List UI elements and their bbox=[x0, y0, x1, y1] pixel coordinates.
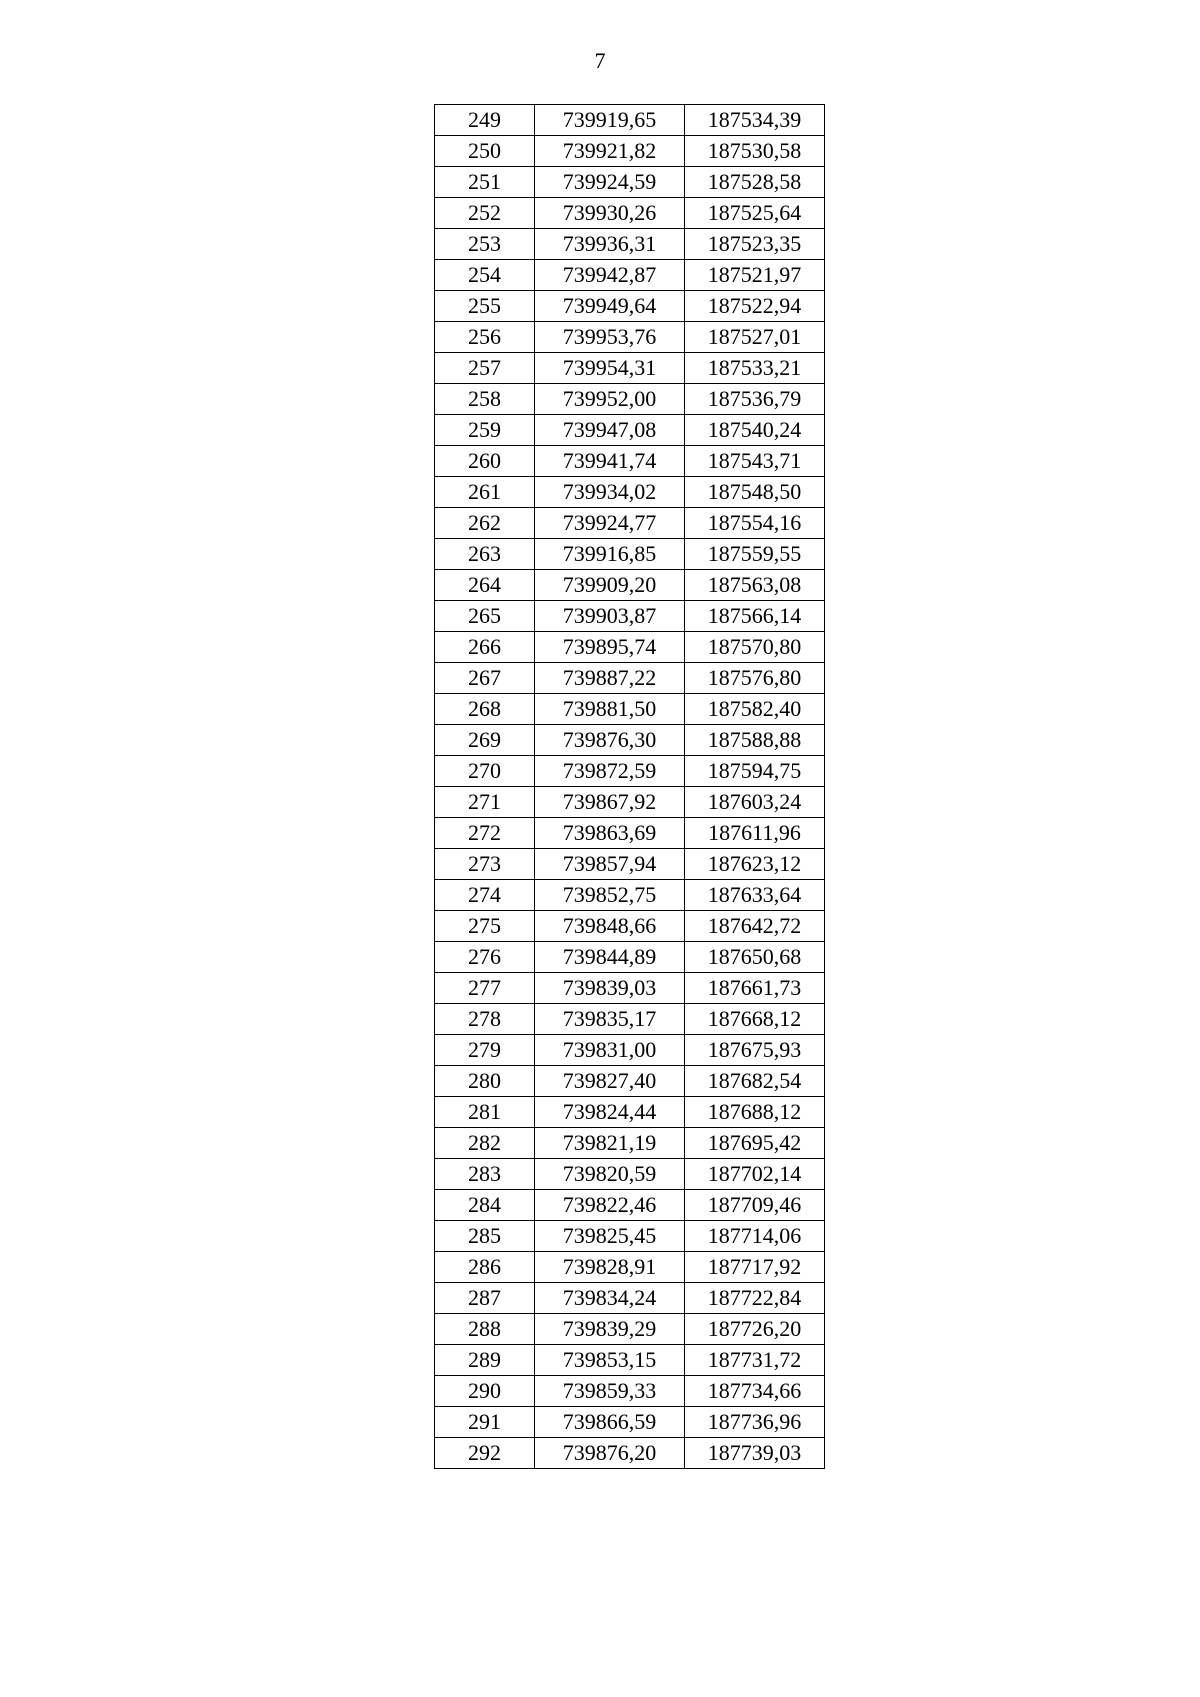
table-row bbox=[435, 911, 825, 942]
y-coordinate-cell: 187650,68 bbox=[685, 942, 825, 973]
point-number-cell: 266 bbox=[435, 632, 535, 663]
table-row bbox=[435, 508, 825, 539]
table-row bbox=[435, 322, 825, 353]
point-number-cell: 269 bbox=[435, 725, 535, 756]
x-coordinate-cell: 739876,30 bbox=[535, 725, 685, 756]
x-coordinate-cell: 739924,77 bbox=[535, 508, 685, 539]
y-coordinate-cell: 187522,94 bbox=[685, 291, 825, 322]
y-coordinate-cell: 187594,75 bbox=[685, 756, 825, 787]
y-coordinate-cell: 187702,14 bbox=[685, 1159, 825, 1190]
point-number-cell: 288 bbox=[435, 1314, 535, 1345]
y-coordinate-cell: 187734,66 bbox=[685, 1376, 825, 1407]
table-row bbox=[435, 1345, 825, 1376]
table-row bbox=[435, 1407, 825, 1438]
table-row bbox=[435, 942, 825, 973]
point-number-cell: 290 bbox=[435, 1376, 535, 1407]
x-coordinate-cell: 739834,24 bbox=[535, 1283, 685, 1314]
table-row bbox=[435, 291, 825, 322]
x-coordinate-cell: 739835,17 bbox=[535, 1004, 685, 1035]
table-row bbox=[435, 136, 825, 167]
x-coordinate-cell: 739895,74 bbox=[535, 632, 685, 663]
x-coordinate-cell: 739936,31 bbox=[535, 229, 685, 260]
point-number-cell: 250 bbox=[435, 136, 535, 167]
x-coordinate-cell: 739953,76 bbox=[535, 322, 685, 353]
y-coordinate-cell: 187527,01 bbox=[685, 322, 825, 353]
point-number-cell: 263 bbox=[435, 539, 535, 570]
x-coordinate-cell: 739916,85 bbox=[535, 539, 685, 570]
table-row bbox=[435, 849, 825, 880]
y-coordinate-cell: 187722,84 bbox=[685, 1283, 825, 1314]
table-row bbox=[435, 880, 825, 911]
coordinates-table-body bbox=[435, 105, 825, 1469]
y-coordinate-cell: 187731,72 bbox=[685, 1345, 825, 1376]
x-coordinate-cell: 739919,65 bbox=[535, 105, 685, 136]
x-coordinate-cell: 739867,92 bbox=[535, 787, 685, 818]
x-coordinate-cell: 739825,45 bbox=[535, 1221, 685, 1252]
point-number-cell: 255 bbox=[435, 291, 535, 322]
point-number-cell: 281 bbox=[435, 1097, 535, 1128]
x-coordinate-cell: 739863,69 bbox=[535, 818, 685, 849]
table-row bbox=[435, 1128, 825, 1159]
x-coordinate-cell: 739853,15 bbox=[535, 1345, 685, 1376]
x-coordinate-cell: 739822,46 bbox=[535, 1190, 685, 1221]
table-row bbox=[435, 539, 825, 570]
y-coordinate-cell: 187543,71 bbox=[685, 446, 825, 477]
y-coordinate-cell: 187661,73 bbox=[685, 973, 825, 1004]
y-coordinate-cell: 187623,12 bbox=[685, 849, 825, 880]
x-coordinate-cell: 739934,02 bbox=[535, 477, 685, 508]
x-coordinate-cell: 739852,75 bbox=[535, 880, 685, 911]
y-coordinate-cell: 187633,64 bbox=[685, 880, 825, 911]
coordinates-table bbox=[434, 104, 825, 1469]
point-number-cell: 252 bbox=[435, 198, 535, 229]
point-number-cell: 292 bbox=[435, 1438, 535, 1469]
y-coordinate-cell: 187717,92 bbox=[685, 1252, 825, 1283]
y-coordinate-cell: 187739,03 bbox=[685, 1438, 825, 1469]
table-row bbox=[435, 384, 825, 415]
point-number-cell: 256 bbox=[435, 322, 535, 353]
y-coordinate-cell: 187736,96 bbox=[685, 1407, 825, 1438]
point-number-cell: 277 bbox=[435, 973, 535, 1004]
x-coordinate-cell: 739921,82 bbox=[535, 136, 685, 167]
y-coordinate-cell: 187714,06 bbox=[685, 1221, 825, 1252]
x-coordinate-cell: 739839,03 bbox=[535, 973, 685, 1004]
y-coordinate-cell: 187588,88 bbox=[685, 725, 825, 756]
x-coordinate-cell: 739844,89 bbox=[535, 942, 685, 973]
point-number-cell: 258 bbox=[435, 384, 535, 415]
y-coordinate-cell: 187709,46 bbox=[685, 1190, 825, 1221]
point-number-cell: 259 bbox=[435, 415, 535, 446]
table-row bbox=[435, 1314, 825, 1345]
table-row bbox=[435, 353, 825, 384]
table-row bbox=[435, 570, 825, 601]
y-coordinate-cell: 187563,08 bbox=[685, 570, 825, 601]
y-coordinate-cell: 187523,35 bbox=[685, 229, 825, 260]
y-coordinate-cell: 187530,58 bbox=[685, 136, 825, 167]
x-coordinate-cell: 739848,66 bbox=[535, 911, 685, 942]
x-coordinate-cell: 739859,33 bbox=[535, 1376, 685, 1407]
point-number-cell: 270 bbox=[435, 756, 535, 787]
x-coordinate-cell: 739952,00 bbox=[535, 384, 685, 415]
table-row bbox=[435, 446, 825, 477]
y-coordinate-cell: 187540,24 bbox=[685, 415, 825, 446]
point-number-cell: 261 bbox=[435, 477, 535, 508]
y-coordinate-cell: 187570,80 bbox=[685, 632, 825, 663]
point-number-cell: 282 bbox=[435, 1128, 535, 1159]
y-coordinate-cell: 187682,54 bbox=[685, 1066, 825, 1097]
point-number-cell: 265 bbox=[435, 601, 535, 632]
point-number-cell: 276 bbox=[435, 942, 535, 973]
point-number-cell: 283 bbox=[435, 1159, 535, 1190]
table-row bbox=[435, 756, 825, 787]
table-row bbox=[435, 1283, 825, 1314]
point-number-cell: 289 bbox=[435, 1345, 535, 1376]
x-coordinate-cell: 739947,08 bbox=[535, 415, 685, 446]
table-row bbox=[435, 1376, 825, 1407]
y-coordinate-cell: 187603,24 bbox=[685, 787, 825, 818]
table-row bbox=[435, 632, 825, 663]
y-coordinate-cell: 187554,16 bbox=[685, 508, 825, 539]
table-row bbox=[435, 1221, 825, 1252]
point-number-cell: 273 bbox=[435, 849, 535, 880]
page-number: 7 bbox=[594, 48, 606, 73]
point-number-cell: 253 bbox=[435, 229, 535, 260]
table-row bbox=[435, 663, 825, 694]
point-number-cell: 279 bbox=[435, 1035, 535, 1066]
table-row bbox=[435, 1097, 825, 1128]
table-row bbox=[435, 229, 825, 260]
point-number-cell: 249 bbox=[435, 105, 535, 136]
point-number-cell: 251 bbox=[435, 167, 535, 198]
x-coordinate-cell: 739828,91 bbox=[535, 1252, 685, 1283]
y-coordinate-cell: 187642,72 bbox=[685, 911, 825, 942]
y-coordinate-cell: 187675,93 bbox=[685, 1035, 825, 1066]
y-coordinate-cell: 187534,39 bbox=[685, 105, 825, 136]
point-number-cell: 287 bbox=[435, 1283, 535, 1314]
y-coordinate-cell: 187521,97 bbox=[685, 260, 825, 291]
point-number-cell: 275 bbox=[435, 911, 535, 942]
x-coordinate-cell: 739881,50 bbox=[535, 694, 685, 725]
y-coordinate-cell: 187559,55 bbox=[685, 539, 825, 570]
x-coordinate-cell: 739887,22 bbox=[535, 663, 685, 694]
table-row bbox=[435, 477, 825, 508]
table-row bbox=[435, 601, 825, 632]
table-row bbox=[435, 1066, 825, 1097]
y-coordinate-cell: 187566,14 bbox=[685, 601, 825, 632]
x-coordinate-cell: 739876,20 bbox=[535, 1438, 685, 1469]
point-number-cell: 274 bbox=[435, 880, 535, 911]
x-coordinate-cell: 739831,00 bbox=[535, 1035, 685, 1066]
x-coordinate-cell: 739827,40 bbox=[535, 1066, 685, 1097]
y-coordinate-cell: 187576,80 bbox=[685, 663, 825, 694]
y-coordinate-cell: 187726,20 bbox=[685, 1314, 825, 1345]
table-row bbox=[435, 694, 825, 725]
point-number-cell: 272 bbox=[435, 818, 535, 849]
point-number-cell: 284 bbox=[435, 1190, 535, 1221]
y-coordinate-cell: 187548,50 bbox=[685, 477, 825, 508]
y-coordinate-cell: 187611,96 bbox=[685, 818, 825, 849]
table-row bbox=[435, 1252, 825, 1283]
point-number-cell: 264 bbox=[435, 570, 535, 601]
point-number-cell: 260 bbox=[435, 446, 535, 477]
x-coordinate-cell: 739821,19 bbox=[535, 1128, 685, 1159]
x-coordinate-cell: 739839,29 bbox=[535, 1314, 685, 1345]
x-coordinate-cell: 739866,59 bbox=[535, 1407, 685, 1438]
table-row bbox=[435, 1035, 825, 1066]
y-coordinate-cell: 187688,12 bbox=[685, 1097, 825, 1128]
table-row bbox=[435, 787, 825, 818]
point-number-cell: 285 bbox=[435, 1221, 535, 1252]
table-row bbox=[435, 260, 825, 291]
x-coordinate-cell: 739909,20 bbox=[535, 570, 685, 601]
y-coordinate-cell: 187695,42 bbox=[685, 1128, 825, 1159]
x-coordinate-cell: 739949,64 bbox=[535, 291, 685, 322]
x-coordinate-cell: 739824,44 bbox=[535, 1097, 685, 1128]
point-number-cell: 286 bbox=[435, 1252, 535, 1283]
point-number-cell: 280 bbox=[435, 1066, 535, 1097]
x-coordinate-cell: 739942,87 bbox=[535, 260, 685, 291]
x-coordinate-cell: 739903,87 bbox=[535, 601, 685, 632]
table-row bbox=[435, 198, 825, 229]
point-number-cell: 268 bbox=[435, 694, 535, 725]
x-coordinate-cell: 739924,59 bbox=[535, 167, 685, 198]
point-number-cell: 271 bbox=[435, 787, 535, 818]
point-number-cell: 278 bbox=[435, 1004, 535, 1035]
x-coordinate-cell: 739941,74 bbox=[535, 446, 685, 477]
y-coordinate-cell: 187668,12 bbox=[685, 1004, 825, 1035]
x-coordinate-cell: 739820,59 bbox=[535, 1159, 685, 1190]
table-row bbox=[435, 1438, 825, 1469]
table-row bbox=[435, 725, 825, 756]
point-number-cell: 267 bbox=[435, 663, 535, 694]
point-number-cell: 291 bbox=[435, 1407, 535, 1438]
y-coordinate-cell: 187582,40 bbox=[685, 694, 825, 725]
table-row bbox=[435, 415, 825, 446]
table-row bbox=[435, 1004, 825, 1035]
x-coordinate-cell: 739872,59 bbox=[535, 756, 685, 787]
table-row bbox=[435, 818, 825, 849]
table-row bbox=[435, 1190, 825, 1221]
x-coordinate-cell: 739954,31 bbox=[535, 353, 685, 384]
point-number-cell: 262 bbox=[435, 508, 535, 539]
table-row bbox=[435, 167, 825, 198]
table-row bbox=[435, 105, 825, 136]
table-row bbox=[435, 973, 825, 1004]
point-number-cell: 254 bbox=[435, 260, 535, 291]
y-coordinate-cell: 187528,58 bbox=[685, 167, 825, 198]
x-coordinate-cell: 739930,26 bbox=[535, 198, 685, 229]
y-coordinate-cell: 187533,21 bbox=[685, 353, 825, 384]
y-coordinate-cell: 187536,79 bbox=[685, 384, 825, 415]
x-coordinate-cell: 739857,94 bbox=[535, 849, 685, 880]
point-number-cell: 257 bbox=[435, 353, 535, 384]
y-coordinate-cell: 187525,64 bbox=[685, 198, 825, 229]
table-row bbox=[435, 1159, 825, 1190]
